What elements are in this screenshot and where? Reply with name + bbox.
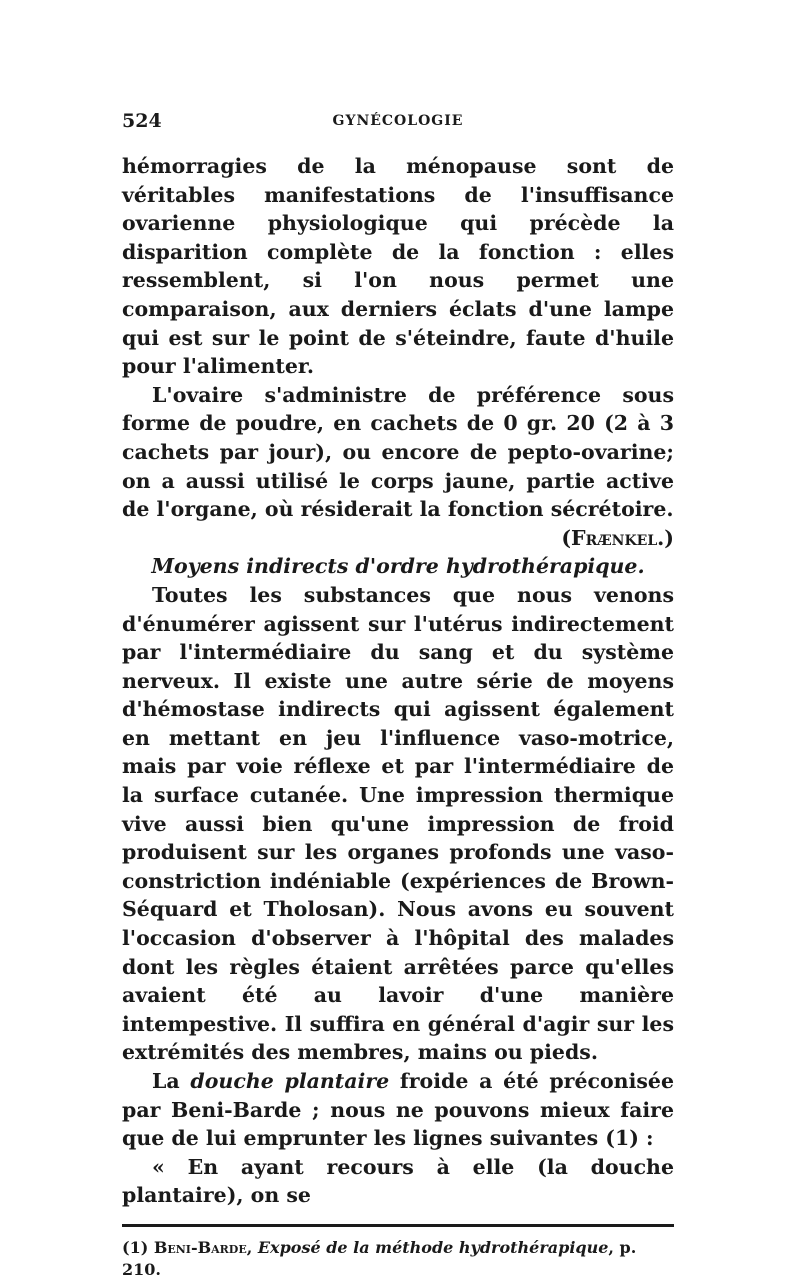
- attribution: (Frænkel.): [561, 525, 674, 550]
- douche-prefix: La: [152, 1069, 191, 1093]
- footnote-page-ref: , p. 210.: [122, 1237, 637, 1279]
- page-number: 524: [122, 110, 162, 132]
- footnote-marker: (1): [122, 1237, 154, 1257]
- running-title: GYNÉCOLOGIE: [332, 113, 464, 129]
- body-text: [122, 152, 674, 1210]
- paragraph-continuation: hémorragies de la ménopause sont de véritables manifestations de l'insuffisance ovarienne physiologique qui précède la disparition complète de la fonction : elles ressemblent, si l'on nous permet une comparaison, aux derniers éclats d'une lampe qui est sur le point de s'éteindre, faute d'huile pour l'alimenter.: [122, 154, 674, 379]
- footnote-author: Beni-Barde: [153, 1237, 247, 1257]
- douche-rest: froide a été préconisée par Beni-Barde ; nous ne pouvons mieux faire que de lui emprunter les lignes suivantes (1) :: [122, 1069, 675, 1151]
- paragraph-ovaire: L'ovaire s'administre de préférence sous forme de poudre, en cachets de 0 gr. 20 (2 à 3 cachets par jour), ou encore de pepto-ovarine; on a aussi utilisé le corps jaune, partie active de l'organe, où résiderait la fonction sécrétoire.: [122, 382, 674, 522]
- paragraph-substances: Toutes les substances que nous venons d'énumérer agissent sur l'utérus indirectement par l'intermédiaire du sang et du système nerveux. Il existe une autre série de moyens d'hémostase indirects qui agissent également en mettant en jeu l'influence vaso-motrice, mais par voie réflexe et par l'intermédiaire de la surface cutanée. Une impression thermique vive aussi bien qu'une impression de froid produisent sur les organes profonds une vaso-constriction indéniable (expériences de Brown-Séquard et Tholosan). Nous avons eu souvent l'occasion d'observer à l'hôpital des malades dont les règles étaient arrêtées parce qu'elles avaient été au lavoir d'une manière intempestive. Il suffira en général d'agir sur les extrémités des membres, mains ou pieds.: [122, 582, 674, 1065]
- footnote: [122, 1237, 674, 1281]
- section-heading: Moyens indirects d'ordre hydrothérapique.: [151, 554, 645, 579]
- paragraph-douche-plantaire: [122, 1067, 674, 1153]
- paragraph-quotation-start: « En ayant recours à elle (la douche plantaire), on se: [122, 1154, 674, 1208]
- book-page: [122, 110, 674, 1281]
- running-head: [122, 110, 674, 138]
- douche-plantaire-term: douche plantaire: [190, 1069, 390, 1093]
- footnote-separator: ,: [246, 1237, 258, 1257]
- footnote-title: Exposé de la méthode hydrothérapique: [257, 1237, 609, 1257]
- footnote-rule: [122, 1224, 674, 1227]
